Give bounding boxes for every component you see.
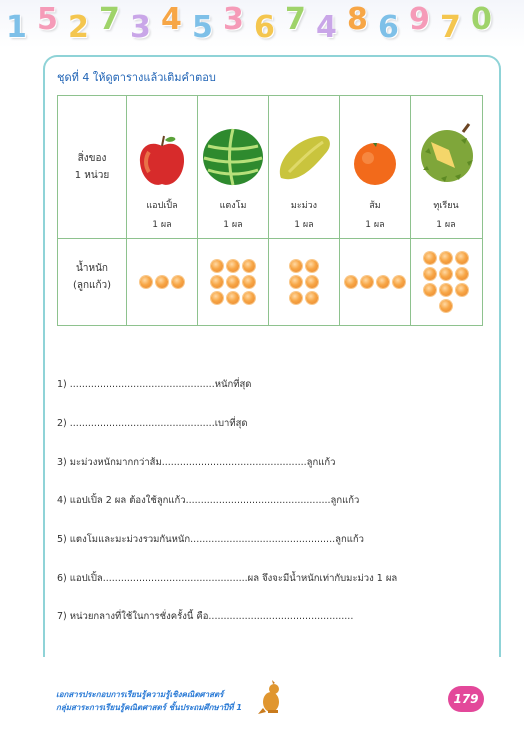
question-2: 2) ................................................เบาที่สุด [57,418,248,429]
marble-icon [306,276,318,288]
kangaroo-icon [258,680,284,720]
header-weight-line: น้ำหนัก [76,263,108,274]
marble-icon [290,260,302,272]
marble-icon [290,292,302,304]
marble-icon [424,252,436,264]
orange-icon [340,138,410,192]
banner-digit: 7 [99,2,120,37]
marble-icon [393,276,405,288]
question-4: 4) แอปเปิ้ล 2 ผล ต้องใช้ลูกแก้ว................................................ลูกแก้ว [57,495,360,506]
fruit-name: ทุเรียน [433,201,459,211]
fruit-name: มะม่วง [290,201,318,211]
question-7: 7) หน่วยกลางที่ใช้ในการชั่งครั้งนี้ คือ................................................ [57,611,354,622]
banner-digit: 5 [37,2,58,37]
question-1: 1) ................................................หนักที่สุด [57,379,252,390]
marble-icon [377,276,389,288]
marble-icon [227,276,239,288]
watermelon-icon [198,126,268,192]
marble-icon [306,260,318,272]
durian-icon [411,122,481,190]
banner-digit: 7 [440,10,461,45]
banner-digit: 9 [409,2,430,37]
marble-icon [424,284,436,296]
fruit-unit: 1 ผล [152,220,172,230]
marble-icon [456,284,468,296]
apple-icon [127,132,197,196]
banner-digit: 6 [378,10,399,45]
fruit-unit: 1 ผล [294,220,314,230]
fruit-unit: 1 ผล [436,220,456,230]
header-item-line: 1 หน่วย [74,170,110,181]
marble-icon [227,260,239,272]
header-weight [58,260,126,294]
banner-digit: 1 [6,10,27,45]
banner-digit: 5 [192,10,213,45]
marble-icon [172,276,184,288]
instruction-text: ชุดที่ 4 ให้ดูตารางแล้วเติมคำตอบ [57,71,216,84]
marble-icon [211,292,223,304]
question-5: 5) แตงโมและมะม่วงรวมกันหนัก................................................ลูกแก้ว [57,534,364,545]
marble-icon [424,268,436,280]
footer-line-1: เอกสารประกอบการเรียนรู้ความรู้เชิงคณิตศาสตร์ [56,690,224,699]
marble-icon [456,252,468,264]
marble-icon [361,276,373,288]
marble-icon [227,292,239,304]
fruit-unit: 1 ผล [223,220,243,230]
marble-icon [306,292,318,304]
question-3: 3) มะม่วงหนักมากกว่าส้ม................................................ลูกแก้ว [57,457,336,468]
page-number-badge: 179 [448,686,484,712]
marble-icon [345,276,357,288]
marble-icon [440,252,452,264]
header-item-line: สิ่งของ [77,153,107,164]
header-weight-line: (ลูกแก้ว) [72,280,112,291]
marble-icon [290,276,302,288]
banner-digit: 7 [285,2,306,37]
number-banner [0,0,524,48]
marble-icon [243,276,255,288]
banner-digit: 0 [471,2,492,37]
banner-digit: 3 [223,2,244,37]
marble-icon [211,260,223,272]
table-row-divider [58,238,482,239]
marble-icon [440,268,452,280]
marble-icon [140,276,152,288]
question-6: 6) แอปเปิ้ล................................................ผล จึงจะมีน้ำหนักเท่ากับมะม่วง 1 ผล [57,573,398,584]
marble-icon [440,284,452,296]
header-item [58,150,126,184]
marble-icon [243,292,255,304]
banner-digit: 4 [161,2,182,37]
banner-digit: 8 [347,2,368,37]
banner-digit: 2 [68,10,89,45]
fruit-name: แตงโม [219,201,247,211]
footer-line-2: กลุ่มสาระการเรียนรู้คณิตศาสตร์ ชั้นประถมศึกษาปีที่ 1 [56,703,242,712]
marble-icon [440,300,452,312]
banner-digit: 4 [316,10,337,45]
fruit-name: แอปเปิ้ล [146,201,178,211]
mango-icon [269,132,339,190]
marble-icon [156,276,168,288]
fruit-weight-table [57,95,483,326]
banner-digit: 6 [254,10,275,45]
marble-icon [456,268,468,280]
marble-icon [211,276,223,288]
fruit-unit: 1 ผล [365,220,385,230]
marble-icon [243,260,255,272]
fruit-name: ส้ม [369,201,381,211]
banner-digit: 3 [130,10,151,45]
